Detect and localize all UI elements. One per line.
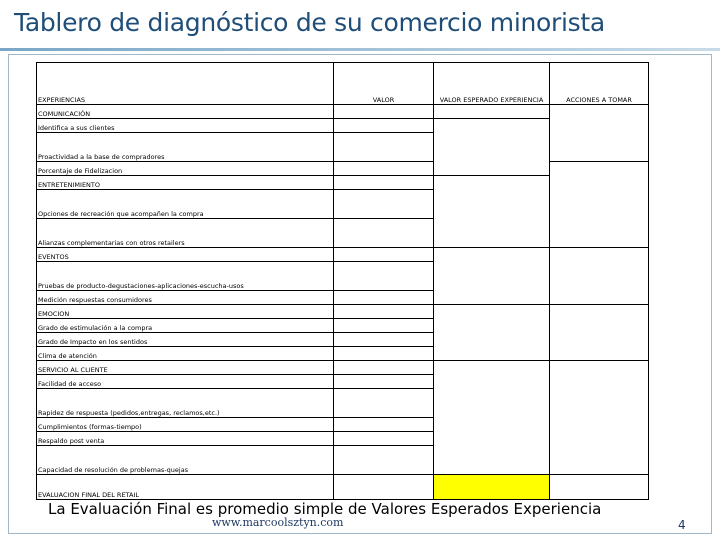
acciones-cell[interactable] xyxy=(550,162,649,248)
page-title: Tablero de diagnóstico de su comercio minorista xyxy=(14,8,605,37)
valor-cell[interactable] xyxy=(334,361,434,375)
valor-cell[interactable] xyxy=(334,248,434,262)
valor-esperado-cell[interactable] xyxy=(434,248,550,305)
valor-esperado-cell[interactable] xyxy=(434,305,550,361)
row-label: Cumplimientos (formas-tiempo) xyxy=(37,418,334,432)
row-label: Proactividad a la base de compradores xyxy=(37,133,334,162)
table-row xyxy=(37,248,649,262)
row-label: ENTRETENIMIENTO xyxy=(37,176,334,190)
row-label: SERVICIO AL CLIENTE xyxy=(37,361,334,375)
row-label: Alianzas complementarias con otros retailers xyxy=(37,219,334,248)
valor-cell[interactable] xyxy=(334,475,434,500)
valor-cell[interactable] xyxy=(334,190,434,219)
row-label: EMOCION xyxy=(37,305,334,319)
table-row xyxy=(37,305,649,319)
row-label: EVENTOS xyxy=(37,248,334,262)
title-divider xyxy=(0,48,720,51)
table-row-final xyxy=(37,475,649,500)
valor-esperado-cell[interactable] xyxy=(434,119,550,176)
table-header-row xyxy=(37,63,649,105)
evaluacion-final-cell[interactable] xyxy=(434,475,550,500)
header-experiencias: EXPERIENCIAS xyxy=(37,63,334,105)
valor-cell[interactable] xyxy=(334,176,434,190)
valor-cell[interactable] xyxy=(334,162,434,176)
valor-cell[interactable] xyxy=(334,291,434,305)
row-label: Clima de atención xyxy=(37,347,334,361)
valor-cell[interactable] xyxy=(334,347,434,361)
row-label: Capacidad de resolución de problemas-quejas xyxy=(37,446,334,475)
valor-esperado-cell[interactable] xyxy=(434,176,550,248)
acciones-cell[interactable] xyxy=(550,475,649,500)
row-label: Pruebas de producto-degustaciones-aplicaciones-escucha-usos xyxy=(37,262,334,291)
row-label: Respaldo post venta xyxy=(37,432,334,446)
row-label: EVALUACION FINAL DEL RETAIL xyxy=(37,475,334,500)
valor-cell[interactable] xyxy=(334,389,434,418)
row-label: COMUNICACIÓN xyxy=(37,105,334,119)
valor-esperado-cell[interactable] xyxy=(434,105,550,119)
row-label: Grado de Impacto en los sentidos xyxy=(37,333,334,347)
valor-cell[interactable] xyxy=(334,432,434,446)
acciones-cell[interactable] xyxy=(550,248,649,305)
valor-cell[interactable] xyxy=(334,262,434,291)
row-label: Rapidez de respuesta (pedidos,entregas, reclamos,etc.) xyxy=(37,389,334,418)
diagnostic-table xyxy=(36,62,649,500)
row-label: Identifica a sus clientes xyxy=(37,119,334,133)
valor-esperado-cell[interactable] xyxy=(434,361,550,475)
acciones-cell[interactable] xyxy=(550,305,649,361)
row-label: Facilidad de acceso xyxy=(37,375,334,389)
valor-cell[interactable] xyxy=(334,119,434,133)
valor-cell[interactable] xyxy=(334,319,434,333)
acciones-cell[interactable] xyxy=(550,105,649,162)
row-label: Porcentaje de Fidelizacion xyxy=(37,162,334,176)
valor-cell[interactable] xyxy=(334,418,434,432)
valor-cell[interactable] xyxy=(334,219,434,248)
valor-cell[interactable] xyxy=(334,333,434,347)
row-label: Grado de estimulación a la compra xyxy=(37,319,334,333)
header-acciones: ACCIONES A TOMAR xyxy=(550,63,649,105)
table-row xyxy=(37,105,649,119)
valor-cell[interactable] xyxy=(334,446,434,475)
row-label: Opciones de recreación que acompañen la compra xyxy=(37,190,334,219)
diagnostic-table-container xyxy=(36,62,648,497)
valor-cell[interactable] xyxy=(334,375,434,389)
table-row xyxy=(37,162,649,176)
valor-cell[interactable] xyxy=(334,133,434,162)
acciones-cell[interactable] xyxy=(550,361,649,475)
header-valor: VALOR xyxy=(334,63,434,105)
footer-note: La Evaluación Final es promedio simple de Valores Esperados Experiencia xyxy=(48,500,602,518)
row-label: Medición respuestas consumidores xyxy=(37,291,334,305)
website-url: www.marcoolsztyn.com xyxy=(212,516,344,529)
header-valor-esperado: VALOR ESPERADO EXPERIENCIA xyxy=(434,63,550,105)
valor-cell[interactable] xyxy=(334,305,434,319)
valor-cell[interactable] xyxy=(334,105,434,119)
page-number: 4 xyxy=(678,518,686,532)
table-row xyxy=(37,361,649,375)
